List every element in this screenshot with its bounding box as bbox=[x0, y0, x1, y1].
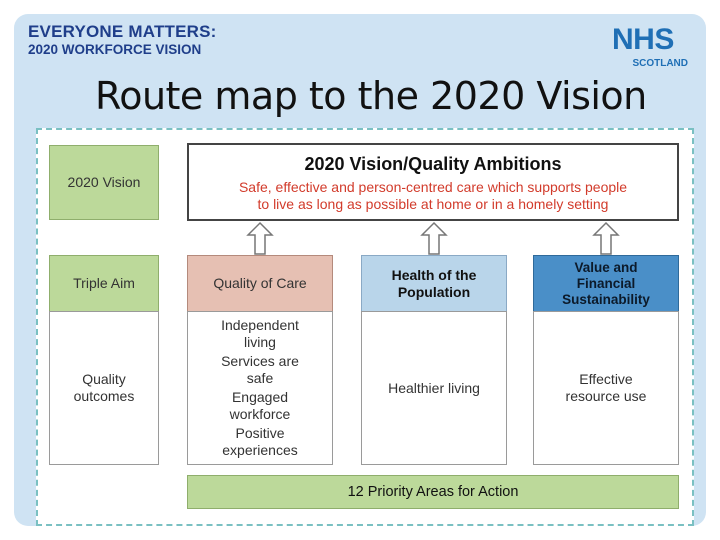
priority-areas-label: 12 Priority Areas for Action bbox=[347, 483, 519, 500]
quality-of-care-box bbox=[187, 255, 333, 312]
effective-resource-use-text: Effective resource use bbox=[565, 371, 647, 404]
outcome-item: Services are safe bbox=[221, 353, 299, 386]
brand-title: EVERYONE MATTERS: bbox=[28, 22, 217, 41]
up-arrow-icon bbox=[420, 221, 448, 255]
vision-label: 2020 Vision bbox=[67, 174, 141, 190]
value-sustainability-box bbox=[533, 255, 679, 312]
quality-outcomes-box bbox=[49, 311, 159, 465]
page-title: Route map to the 2020 Vision bbox=[95, 74, 647, 118]
health-of-population-label: Health of the Population bbox=[391, 266, 477, 300]
outcome-item: Engaged workforce bbox=[229, 389, 291, 422]
nhs-logo-subtext: SCOTLAND bbox=[632, 58, 688, 69]
vision-label-box bbox=[49, 145, 159, 220]
up-arrow-icon bbox=[592, 221, 620, 255]
outcome-item: Positive experiences bbox=[222, 425, 298, 458]
vision-ambitions-title: 2020 Vision/Quality Ambitions bbox=[304, 154, 562, 174]
quality-of-care-outcomes bbox=[187, 311, 333, 465]
vision-ambitions-line1: Safe, effective and person-centred care which supports people bbox=[238, 179, 628, 195]
quality-of-care-label: Quality of Care bbox=[213, 275, 307, 291]
priority-areas-bar bbox=[187, 475, 679, 509]
outcome-item: Independent living bbox=[221, 317, 299, 350]
value-sustainability-label: Value and Financial Sustainability bbox=[562, 259, 650, 307]
healthier-living-text: Healthier living bbox=[388, 379, 480, 396]
nhs-logo-text: NHS bbox=[612, 23, 674, 56]
brand-subtitle: 2020 WORKFORCE VISION bbox=[28, 42, 202, 57]
vision-ambitions-line2: to live as long as possible at home or in a homely setting bbox=[257, 196, 609, 212]
triple-aim-box bbox=[49, 255, 159, 312]
health-of-population-box bbox=[361, 255, 507, 312]
value-outcomes bbox=[533, 311, 679, 465]
up-arrow-icon bbox=[246, 221, 274, 255]
health-outcomes bbox=[361, 311, 507, 465]
quality-outcomes-label: Quality outcomes bbox=[73, 371, 135, 404]
vision-ambitions-box bbox=[187, 143, 679, 221]
triple-aim-label: Triple Aim bbox=[73, 275, 135, 291]
